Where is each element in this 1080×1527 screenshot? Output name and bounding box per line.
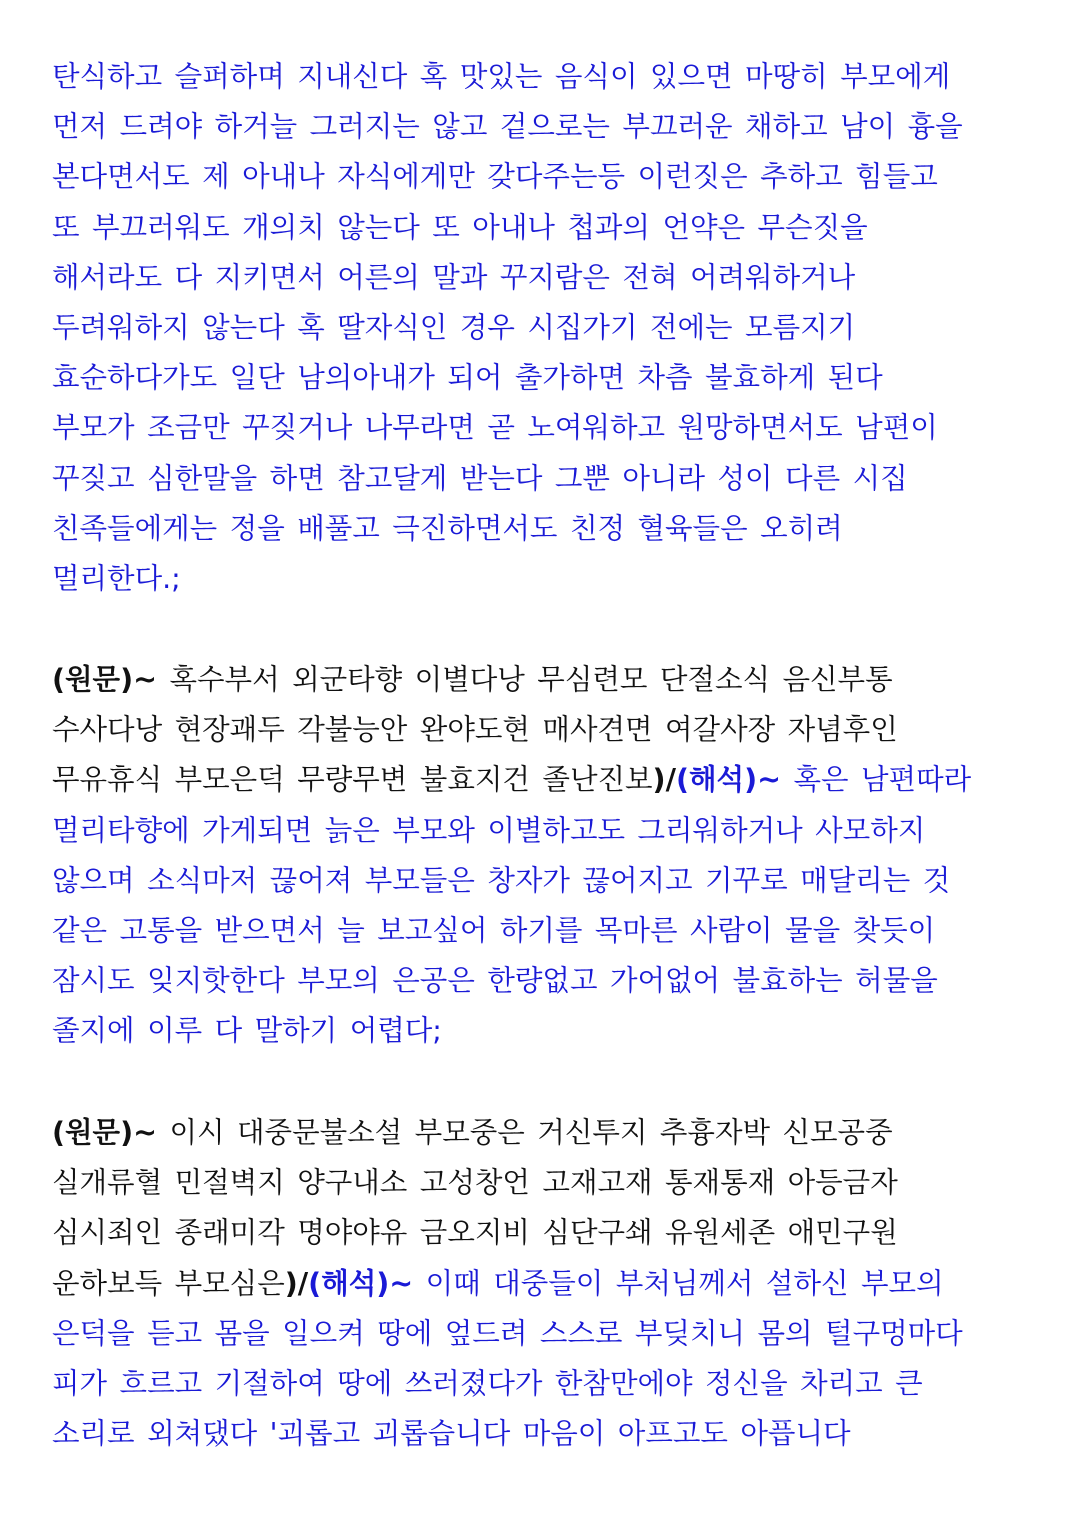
original-text: 혹수부서 외군타향 이별다낭 무심련모 단절소식 음신부통 (157, 663, 893, 696)
interpretation-label: (해석)~ (675, 763, 781, 797)
interpretation-text: 이때 대중들이 부처님께서 설하신 부모의 (413, 1266, 944, 1300)
text-line: 해서라도 다 지키면서 어른의 말과 꾸지람은 전혀 어려워하거나 (52, 260, 856, 294)
text-line: 먼저 드려야 하거늘 그러지는 않고 겉으로는 부끄러운 채하고 남이 흉을 (52, 110, 963, 144)
text-line (52, 755, 1052, 805)
interpretation-text-line: 피가 흐르고 기절하여 땅에 쓰러졌다가 한참만에야 정신을 차리고 큰 (52, 1366, 923, 1400)
text-line: 또 부끄러워도 개의치 않는다 또 아내나 첩과의 언약은 무슨짓을 (52, 210, 868, 244)
interpretation-text-line: 은덕을 듣고 몸을 일으켜 땅에 엎드려 스스로 부딪치니 몸의 털구멍마다 (52, 1316, 963, 1350)
interpretation-text-line: 소리로 외쳐댔다 '괴롭고 괴롭습니다 마음이 아프고도 아픕니다 (52, 1417, 851, 1451)
paragraph-original-and-interpretation-2 (52, 655, 1052, 1057)
interpretation-text-line: 같은 고통을 받으면서 늘 보고싶어 하기를 목마른 사람이 물을 찾듯이 (52, 913, 936, 947)
text-line: 본다면서도 제 아내나 자식에게만 갖다주는등 이런짓은 추하고 힘들고 (52, 160, 938, 194)
text-line: 부모가 조금만 꾸짖거나 나무라면 곧 노여워하고 원망하면서도 남편이 (52, 411, 938, 445)
text-line (52, 1108, 1052, 1158)
interpretation-label: (해석)~ (308, 1266, 414, 1300)
paragraph-interpretation-continued (52, 52, 1052, 604)
text-line: 친족들에게는 정을 배풀고 극진하면서도 친정 혈육들은 오히려 (52, 511, 843, 545)
text-line: 효순하다가도 일단 남의아내가 되어 출가하면 차츰 불효하게 된다 (52, 361, 883, 395)
original-text: 무유휴식 부모은덕 무량무변 불효지건 졸난진보 (52, 763, 653, 797)
paragraph-original-and-interpretation-3 (52, 1108, 1052, 1459)
interpretation-text-line: 멀리타향에 가게되면 늙은 부모와 이별하고도 그리워하거나 사모하지 (52, 813, 926, 847)
original-text: 운하보득 부모심은 (52, 1266, 285, 1300)
text-line: 멀리한다.; (52, 561, 181, 595)
separator: )/ (652, 763, 676, 797)
text-line (52, 1259, 1052, 1309)
text-line: 꾸짖고 심한말을 하면 참고달게 받는다 그뿐 아니라 성이 다른 시집 (52, 461, 908, 495)
interpretation-text-line: 잠시도 잊지핫한다 부모의 은공은 한량없고 가어없어 불효하는 허물을 (52, 964, 938, 998)
original-text-line: 심시죄인 종래미각 명야야유 금오지비 심단구쇄 유원세존 애민구원 (52, 1216, 898, 1250)
original-label: (원문)~ (52, 1116, 157, 1149)
separator: )/ (284, 1266, 309, 1300)
original-text-line: 실개류혈 민절벽지 양구내소 고성창언 고재고재 통재통재 아등금자 (52, 1166, 898, 1200)
text-line: 두려워하지 않는다 혹 딸자식인 경우 시집가기 전에는 모름지기 (52, 310, 856, 344)
original-text: 이시 대중문불소설 부모중은 거신투지 추흉자박 신모공중 (157, 1116, 893, 1149)
text-line: 탄식하고 슬퍼하며 지내신다 혹 맛있는 음식이 있으면 마땅히 부모에게 (52, 60, 951, 93)
original-label: (원문)~ (52, 663, 157, 696)
original-text-line: 수사다낭 현장괘두 각불능안 완야도현 매사견면 여갈사장 자념후인 (52, 713, 898, 747)
text-line (52, 655, 1052, 705)
interpretation-text: 혹은 남편따라 (780, 763, 972, 797)
interpretation-text-line: 않으며 소식마저 끊어져 부모들은 창자가 끊어지고 기꾸로 매달리는 것 (52, 863, 951, 897)
interpretation-text-line: 졸지에 이루 다 말하기 어렵다; (52, 1014, 442, 1048)
